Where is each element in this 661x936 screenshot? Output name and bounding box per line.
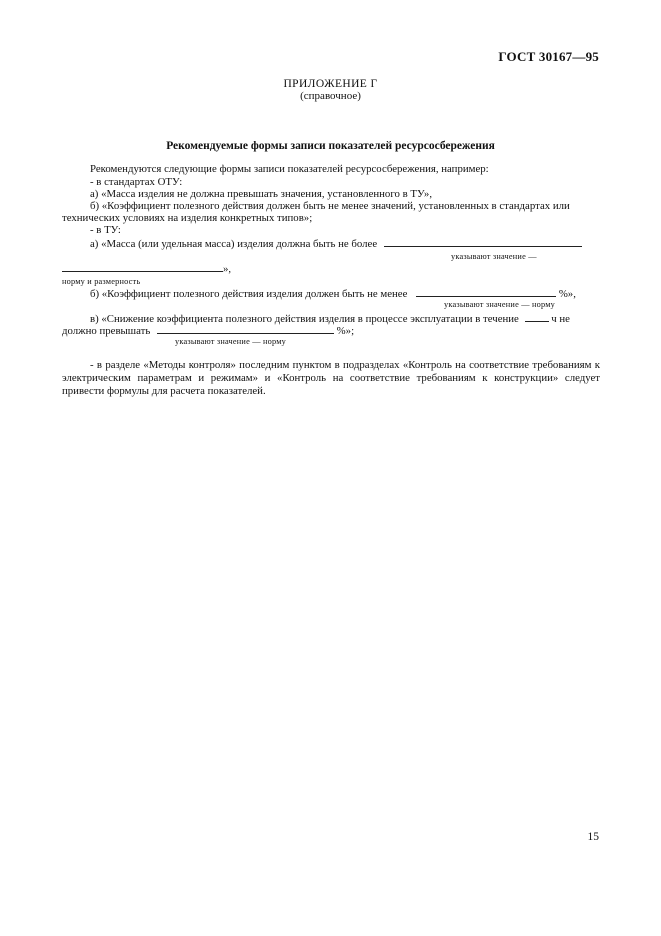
blank-line xyxy=(525,312,549,322)
blank-line xyxy=(416,287,556,297)
blank-line xyxy=(384,237,582,247)
tu-item-b-end: %», xyxy=(558,288,576,300)
ostu-item-b-line1: б) «Коэффициент полезного действия должен быть не менее значений, установленных в стандартах или xyxy=(90,200,570,212)
appendix-subtitle: (справочное) xyxy=(300,90,361,102)
tu-item-b xyxy=(90,287,576,301)
hint-text: норму и размерность xyxy=(62,277,141,286)
section-heading: Рекомендуемые формы записи показателей ресурсосбережения xyxy=(166,140,495,152)
ostu-label: - в стандартах ОТУ: xyxy=(90,176,183,188)
methods-paragraph: - в разделе «Методы контроля» последним пунктом в подразделах «Контроль на соответствие требованиям к электрическим параметрам и режимам» и «Контроль на соответствие требованиям к конструкции» следует привести формулы для расчета показателей. xyxy=(62,359,600,397)
hint-text: указывают значение — норму xyxy=(175,337,287,346)
document-code: ГОСТ 30167—95 xyxy=(498,49,599,64)
intro-line: Рекомендуются следующие формы записи показателей ресурсосбережения, например: xyxy=(90,163,489,175)
blank-line xyxy=(157,324,334,334)
ostu-item-b-line2: технических условиях на изделия конкретных типов»; xyxy=(62,212,313,224)
blank-line xyxy=(62,262,223,272)
tu-item-c-end: ч не xyxy=(551,313,570,325)
tu-item-c-text2: должно превышать xyxy=(62,325,151,337)
tu-item-a-end: », xyxy=(223,263,232,275)
hint-text: указывают значение — xyxy=(451,252,537,261)
tu-item-a-text: а) «Масса (или удельная масса) изделия должна быть не более xyxy=(90,238,378,250)
tu-item-c-end2: %»; xyxy=(336,325,355,337)
tu-item-a xyxy=(90,237,582,251)
tu-item-a-continuation xyxy=(62,262,231,276)
tu-item-c-text: в) «Снижение коэффициента полезного действия изделия в процессе эксплуатации в течение xyxy=(90,313,519,325)
appendix-title: ПРИЛОЖЕНИЕ Г xyxy=(283,78,378,90)
hint-text: указывают значение — норму xyxy=(444,300,556,309)
tu-item-c-line2 xyxy=(62,324,354,338)
tu-item-b-text: б) «Коэффициент полезного действия изделия должен быть не менее xyxy=(90,288,408,300)
tu-label: - в ТУ: xyxy=(90,224,121,236)
page-number: 15 xyxy=(587,831,599,843)
ostu-item-a: а) «Масса изделия не должна превышать значения, установленного в ТУ», xyxy=(90,188,433,200)
